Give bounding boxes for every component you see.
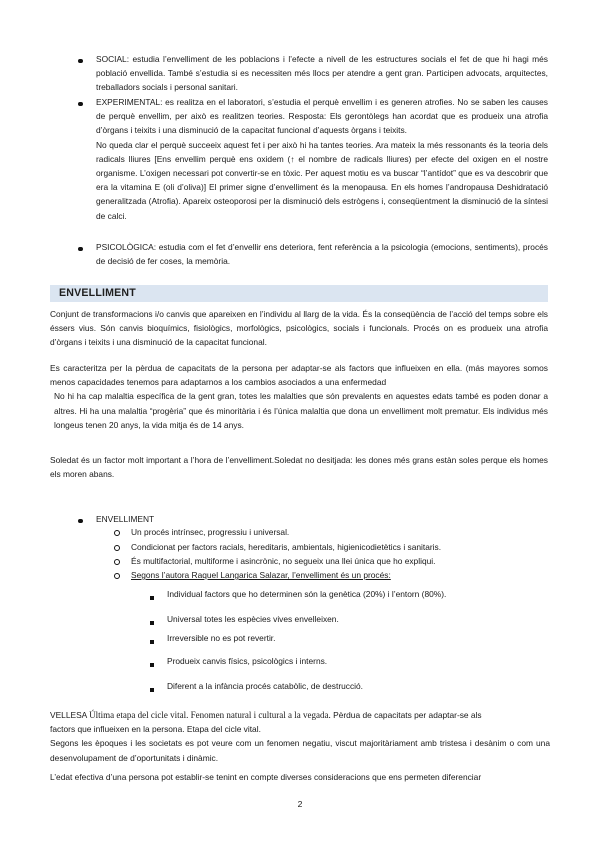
list-subitem: Universal totes les espècies vives envelleixen.: [167, 614, 339, 624]
sub-bullet-circle: [114, 571, 120, 581]
list-item: És multifactorial, multiforme i asincrònic, no segueix una llei única que ho expliqui.: [131, 556, 436, 566]
sub-bullet-circle: [114, 528, 120, 538]
section-title: ENVELLIMENT: [59, 287, 136, 299]
paragraph-definition: Conjunt de transformacions i/o canvis que apareixen en l’individu al llarg de la vida. És la conseqüència de l’acció del temps sobre els éssers vius. Són canvis bioquímics, fisiològics, morfològics, psicològics, socials i funcionals. Procés on es produeix una atrofia d’òrgans i teixits i una disminució de la capacitat funcional.: [50, 309, 548, 348]
bullet-dot: [78, 515, 83, 525]
sub-bullet-circle: [114, 557, 120, 567]
bullet-dot: [78, 243, 83, 253]
square-bullet: [150, 636, 154, 646]
list-subitem: Irreversible no es pot revertir.: [167, 633, 276, 643]
vellesa-rest: Pèrdua de capacitats per adaptar-se als: [330, 710, 482, 720]
square-bullet: [150, 617, 154, 627]
vellesa-definition: Última etapa del cicle vital. Fenomen natural i cultural a la vegada.: [89, 710, 331, 720]
bullet-dot: [78, 55, 83, 65]
vellesa-label: VELLESA: [50, 710, 90, 720]
paragraph-vellesa: VELLESA Última etapa del cicle vital. Fenomen natural i cultural a la vegada. Pèrdua de capacitats per adaptar-se als factors que influeixen en la persona. Etapa del cicle vital. Segons les èpoques i les societats es pot veure com un fenomen negatiu, viscut majoritàriament amb tristesa i desànim o com una desenvolupament de d’oportunitats i dinàmic.: [50, 710, 550, 763]
list-item: Segons l’autora Raquel Langarica Salazar, l’envelliment és un procés:: [131, 570, 391, 580]
list-item: Un procés intrínsec, progressiu i universal.: [131, 527, 290, 537]
square-bullet: [150, 659, 154, 669]
paragraph-edat-efectiva: L’edat efectiva d’una persona pot establir-se tenint en compte diverses consideracions que ens permeten diferenciar: [50, 772, 482, 782]
list-title: ENVELLIMENT: [96, 514, 155, 524]
paragraph-soledat: Soledat és un factor molt important a l’hora de l’envelliment.Soledat no desitjada: les dones més grans estàn soles perque els homes els moren abans.: [50, 455, 548, 480]
page-number: 2: [297, 799, 303, 809]
bullet-psicologic: PSICOLÒGICA: estudia com el fet d’envellir ens deteriora, fent referència a la psicologia (emocions, sentiments), procés de decisió de fer coses, la memòria.: [96, 242, 548, 267]
list-subitem: Individual factors que ho determinen són la genètica (20%) i l’entorn (80%).: [167, 589, 447, 599]
list-item: Condicionat per factors racials, hereditaris, ambientals, higienicodietètics i sanitaris.: [131, 542, 442, 552]
square-bullet: [150, 684, 154, 694]
list-subitem: Produeix canvis físics, psicològics i interns.: [167, 656, 328, 666]
bullet-experimental: EXPERIMENTAL: es realitza en el laboratori, s’estudia el perquè envellim i es generen atrofies. No se saben les causes de perquè envellim, per això es realitzen teories. Resposta: Els gerontòlegs han acordat que es produeix una atrofia d’òrgans i teixits i una disminució de la capacitat funcional d’aquests òrgans i teixits. No queda clar el perquè succeeix aquest fet i per això hi ha tantes teories. Ara mateix la més ressonants és la teoria dels radicals lliures [Ens envellim perquè ens oxidem (↑ el nombre de radicals lliures) per efecte del oxigen en el nostre organisme. L’oxigen necessari pot convertir-se en tòxic. Per aquest motiu es va buscar “l’antídot” que es va descobrir que era la vitamina E (oli d’oliva)] El primer signe d’envelliment és la menopausa. En els homes l’andropausa Deshidratació generalitzada (Atrofia). Apareix osteoporosi per la disminució dels estrògens i, conseqüentment la disminució de la síntesi de calci.: [96, 97, 548, 221]
sub-bullet-circle: [114, 543, 120, 553]
section-heading-banner: [50, 285, 548, 302]
list-subitem: Diferent a la infància procés catabòlic, de destrucció.: [167, 681, 363, 691]
paragraph-characteristics: Es caracteritza per la pèrdua de capacitats de la persona per adaptar-se als factors que influeixen en ella. (más mayores somos menos capacidades tenemos para adaptarnos a los cambios asociados a una enfermedad No hi ha cap malaltia específica de la gent gran, totes les malalties que són prevalents en aquestes edats també es poden donar a altres. Hi ha una malaltia “progèria” que és minoritària i és l’única malaltia que dona un envelliment molt prematur. Els individus més longeus tenen 20 anys, la vida mitja és de 14 anys.: [50, 363, 548, 430]
square-bullet: [150, 592, 154, 602]
bullet-dot: [78, 98, 83, 108]
bullet-social: SOCIAL: estudia l’envelliment de les poblacions i l’efecte a nivell de les estructures socials el fet de que hi hagi més població envellida. També s’estudia si es necessiten més llocs per atendre a gent gran. Participen advocats, arquitectes, treballadors socials i personal sanitari.: [96, 54, 548, 93]
